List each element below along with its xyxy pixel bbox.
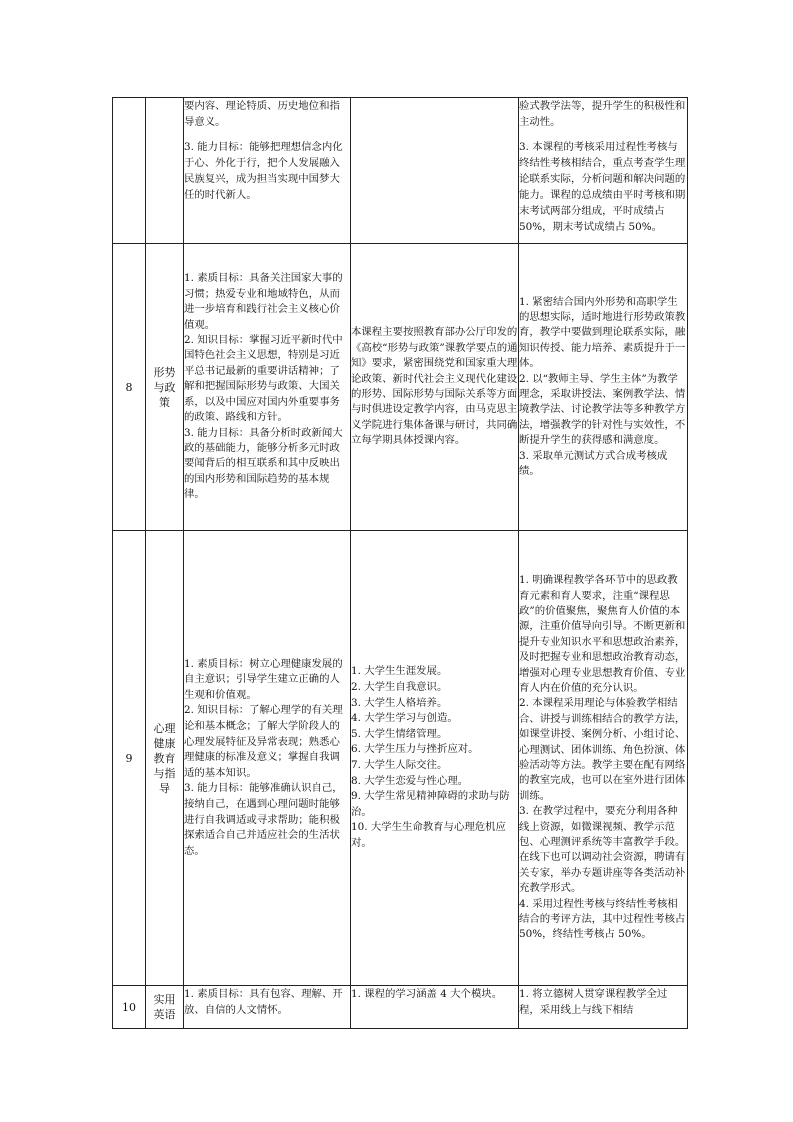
objectives-cell <box>184 244 351 531</box>
requirements-cell <box>519 986 688 1029</box>
table-row <box>113 244 688 531</box>
content-item: 6. 大学生压力与挫折应对。 <box>351 743 479 756</box>
content-cell <box>351 531 519 986</box>
content-cell <box>351 986 519 1029</box>
objectives-cell <box>184 531 351 986</box>
course-name <box>146 98 184 244</box>
content-item: 1. 课程的学习涵盖 4 大个模块。 <box>351 988 503 1000</box>
requirements-cell <box>519 531 688 986</box>
requirement-item: 4. 采用过程性考核与终结性考核相结合的考评方法，其中过程性考核占 50%，终结性考核占 50%。 <box>519 897 686 941</box>
requirement-item: 2. 以“教师主导、学生主体”为教学理念，采取讲授法、案例教学法、情境教学法、讨论教学法等多种教学方法，增强教学的针对性与实效性，不断提升学生的获得感和满意度。 <box>519 372 686 447</box>
content-item: 2. 大学生自我意识。 <box>351 681 448 694</box>
content-item: 9. 大学生常见精神障碍的求助与防治。 <box>351 790 510 818</box>
requirement-item: 1. 紧密结合国内外形势和高职学生的思想实际，适时地进行形势政策教育，教学中要做到理论联系实际，融知识传授、能力培养、素质提升于一体。 <box>519 295 686 370</box>
requirement-item: 1. 将立德树人贯穿课程教学全过程，采用线上与线下相结 <box>519 988 668 1016</box>
requirements-cell <box>519 98 688 244</box>
content-item: 4. 大学生学习与创造。 <box>351 712 458 725</box>
requirement-item: 3. 采取单元测试方式合成考核成绩。 <box>519 449 668 478</box>
content-item: 5. 大学生情绪管理。 <box>351 727 448 740</box>
objectives-cell <box>184 986 351 1029</box>
objectives-cell <box>184 98 351 244</box>
content-item: 10. 大学生生命教育与心理危机应对。 <box>351 821 506 849</box>
course-name: 心理健康教育与指导 <box>146 531 184 986</box>
requirement-item: 验式教学法等，提升学生的积极性和主动性。 <box>519 100 686 128</box>
objective-item: 2. 知识目标：了解心理学的有关理论和基本概念；了解大学阶段人的心理发展特征及异常表现；熟悉心理健康的标准及意义；掌握自我调适的基本知识。 <box>184 704 343 779</box>
content-item: 8. 大学生恋爱与性心理。 <box>351 774 469 787</box>
content-item: 本课程主要按照教育部办公厅印发的《高校“形势与政策”课教学要点的通知》要求，紧密围绕党和国家重大理论政策、新时代社会主义现代化建设的形势、国际形势与国际关系等方面与时俱进设定教学内容，由马克思主义学院进行集体备课与研讨，共同确立每学期具体授课内容。 <box>351 326 518 447</box>
table-row <box>113 986 688 1029</box>
objective-item: 3. 能力目标：能够准确认识自己，接纳自己，在遇到心理问题时能够进行自我调适或寻求帮助；能积极探索适合自己并适应社会的生活状态。 <box>184 782 343 857</box>
requirements-cell <box>519 244 688 531</box>
objective-item: 3. 能力目标：具备分析时政新闻大政的基础能力，能够分析多元时政要闻背后的相互联系和其中反映出的国内形势和国际趋势的基本规律。 <box>184 426 343 501</box>
row-number: 10 <box>113 986 146 1029</box>
objective-item: 1. 素质目标：具备关注国家大事的习惯；热爱专业和地域特色，从而进一步培育和践行社会主义核心价值观。 <box>184 272 343 331</box>
requirement-item: 3. 在教学过程中，要充分利用各种线上资源，如微课视频、教学示范包、心理测评系统等丰富教学手段。在线下也可以调动社会资源，聘请有关专家，举办专题讲座等各类活动补充教学形式。 <box>519 805 686 895</box>
content-item: 3. 大学生人格培养。 <box>351 696 448 709</box>
objective-item: 1. 素质目标：具有包容、理解、开放、自信的人文情怀。 <box>184 988 343 1016</box>
objective-item: 3. 能力目标：能够把理想信念内化于心、外化于行，把个人发展融入民族复兴，成为担当实现中国梦大任的时代新人。 <box>184 141 343 201</box>
requirement-item: 2. 本课程采用理论与体验教学相结合、讲授与训练相结合的教学方法，如课堂讲授、案例分析、小组讨论、心理测试、团体训练、角色扮演、体验活动等方法。教学主要在配有网络的教室完成，也可以在室外进行团体训练。 <box>519 697 686 802</box>
table-row <box>113 531 688 986</box>
table-row <box>113 98 688 244</box>
content-item: 7. 大学生人际交往。 <box>351 759 448 771</box>
row-number <box>113 98 146 244</box>
requirement-item: 1. 明确课程教学各环节中的思政教育元素和育人要求，注重“课程思政”的价值聚焦，聚焦育人价值的本源，注重价值导向引导。不断更新和提升专业知识水平和思想政治素养，及时把握专业和思想政治教育动态，增强对心理专业思想教育价值、专业育人内在价值的充分认识。 <box>519 574 686 694</box>
content-cell <box>351 244 519 531</box>
requirement-item: 3. 本课程的考核采用过程性考核与终结性考核相结合，重点考查学生理论联系实际，分析问题和解决问题的能力。课程的总成绩由平时考核和期末考试两部分组成，平时成绩占 50%，期末考试成绩占 50%。 <box>519 141 686 233</box>
course-name: 实用英语 <box>146 986 184 1029</box>
row-number: 9 <box>113 531 146 986</box>
course-name: 形势与政策 <box>146 244 184 531</box>
objective-item: 1. 素质目标：树立心理健康发展的自主意识；引导学生建立正确的人生观和价值观。 <box>184 657 343 701</box>
objective-item: 2. 知识目标：掌握习近平新时代中国特色社会主义思想，特别是习近平总书记最新的重要讲话精神；了解和把握国际形势与政策、大国关系，以及中国应对国内外重要事务的政策、路线和方针。 <box>184 334 343 424</box>
content-item: 1. 大学生生涯发展。 <box>351 665 448 678</box>
course-table <box>112 97 688 1029</box>
content-cell <box>351 98 519 244</box>
row-number: 8 <box>113 244 146 531</box>
objective-item: 要内容、理论特质、历史地位和指导意义。 <box>184 100 340 128</box>
